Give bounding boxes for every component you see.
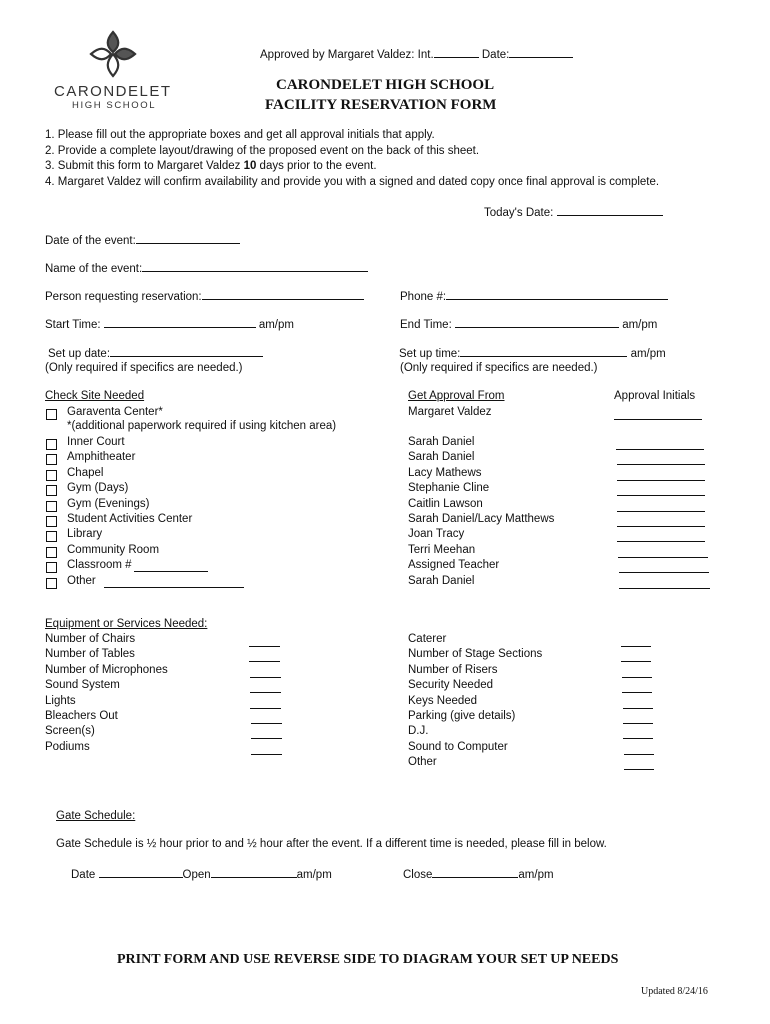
service-item: Other	[408, 756, 437, 768]
kitchen-footnote: *(additional paperwork required if using kitchen area)	[67, 420, 337, 432]
approval-from-heading: Get Approval From	[408, 390, 505, 402]
phone-field[interactable]	[446, 289, 668, 300]
equipment-item: Lights	[45, 695, 76, 707]
gate-date-field[interactable]	[99, 867, 183, 878]
site-label: Gym (Evenings)	[67, 498, 150, 510]
site-approver: Sarah Daniel	[408, 451, 475, 463]
equipment-qty-field[interactable]	[250, 676, 281, 678]
approval-initials-field[interactable]	[617, 540, 705, 542]
site-label: Gym (Days)	[67, 482, 129, 494]
site-checkbox[interactable]	[46, 409, 57, 420]
site-approver: Lacy Mathews	[408, 467, 482, 479]
print-note: PRINT FORM AND USE REVERSE SIDE TO DIAGRAM YOUR SET UP NEEDS	[117, 952, 619, 967]
equipment-qty-field[interactable]	[249, 645, 280, 647]
service-qty-field[interactable]	[621, 645, 651, 647]
updated-date: Updated 8/24/16	[641, 986, 708, 997]
logo-sub: HIGH SCHOOL	[72, 100, 157, 111]
gate-heading: Gate Schedule:	[56, 810, 136, 822]
approval-date-label: Date:	[481, 49, 510, 61]
site-checkbox[interactable]	[46, 547, 57, 558]
site-checkbox[interactable]	[46, 470, 57, 481]
cross-logo-icon	[48, 28, 178, 80]
equipment-qty-field[interactable]	[251, 722, 282, 724]
site-checkbox[interactable]	[46, 501, 57, 512]
site-label: Inner Court	[67, 436, 125, 448]
approval-initials-field[interactable]	[616, 448, 704, 450]
setup-time-row	[399, 346, 666, 360]
service-item: Caterer	[408, 633, 447, 645]
instruction-3-days: 10	[243, 160, 257, 172]
instruction-1: 1. Please fill out the appropriate boxes and get all approval initials that apply.	[45, 129, 435, 141]
site-approver: Stephanie Cline	[408, 482, 490, 494]
gate-open-ampm: am/pm	[296, 869, 332, 881]
event-date-field[interactable]	[136, 233, 240, 244]
phone-row	[400, 289, 668, 303]
equipment-qty-field[interactable]	[251, 737, 282, 739]
todays-date-row	[484, 205, 663, 219]
gate-close-ampm: am/pm	[518, 869, 554, 881]
end-time-field[interactable]	[455, 317, 619, 328]
approval-initials-field[interactable]	[619, 571, 709, 573]
event-date-label: Date of the event:	[45, 235, 136, 247]
setup-date-label: Set up date:	[48, 348, 111, 360]
approval-initials-field[interactable]	[619, 587, 710, 589]
site-label: Student Activities Center	[67, 513, 193, 525]
instruction-3	[45, 160, 377, 172]
site-detail-field[interactable]	[134, 570, 208, 572]
end-time-label: End Time:	[400, 319, 452, 331]
site-checkbox[interactable]	[46, 454, 57, 465]
event-name-field[interactable]	[142, 261, 368, 272]
approval-line	[260, 47, 573, 61]
equipment-qty-field[interactable]	[251, 753, 282, 755]
site-approver: Terri Meehan	[408, 544, 476, 556]
setup-date-row	[48, 346, 263, 360]
person-field[interactable]	[202, 289, 364, 300]
site-approver: Joan Tracy	[408, 528, 465, 540]
instruction-3-end: days prior to the event.	[256, 160, 377, 172]
start-time-row	[45, 317, 294, 331]
service-item: Number of Risers	[408, 664, 498, 676]
service-qty-field[interactable]	[623, 722, 653, 724]
approval-initials-heading: Approval Initials	[614, 390, 696, 402]
setup-date-field[interactable]	[110, 346, 263, 357]
gate-close-row	[403, 867, 554, 881]
site-label: Classroom #	[67, 559, 132, 571]
phone-label: Phone #:	[400, 291, 447, 303]
equipment-item: Bleachers Out	[45, 710, 118, 722]
approval-initials-field[interactable]	[617, 479, 705, 481]
site-label: Other	[67, 575, 96, 587]
title-line-2: FACILITY RESERVATION FORM	[265, 97, 497, 113]
service-qty-field[interactable]	[623, 707, 653, 709]
site-approver: Sarah Daniel	[408, 436, 475, 448]
site-checkbox[interactable]	[46, 531, 57, 542]
service-qty-field[interactable]	[624, 753, 654, 755]
event-name-label: Name of the event:	[45, 263, 143, 275]
gate-close-label: Close	[403, 869, 433, 881]
school-logo	[48, 28, 178, 114]
instruction-3-text: 3. Submit this form to Margaret Valdez	[45, 160, 244, 172]
person-label: Person requesting reservation:	[45, 291, 202, 303]
site-detail-field[interactable]	[104, 586, 244, 588]
equipment-item: Sound System	[45, 679, 120, 691]
service-item: D.J.	[408, 725, 429, 737]
service-qty-field[interactable]	[623, 737, 653, 739]
service-item: Keys Needed	[408, 695, 478, 707]
setup-date-note: (Only required if specifics are needed.)	[45, 362, 243, 374]
gate-close-field[interactable]	[432, 867, 518, 878]
start-ampm: am/pm	[258, 319, 294, 331]
site-label: Garaventa Center*	[67, 406, 163, 418]
gate-open-label: Open	[182, 869, 211, 881]
site-checkbox[interactable]	[46, 516, 57, 527]
equipment-qty-field[interactable]	[250, 691, 281, 693]
gate-text: Gate Schedule is ½ hour prior to and ½ hour after the event. If a different time is needed, please fill in below.	[56, 838, 607, 850]
site-approver: Sarah Daniel/Lacy Matthews	[408, 513, 555, 525]
site-checkbox[interactable]	[46, 439, 57, 450]
site-approver: Caitlin Lawson	[408, 498, 483, 510]
instruction-2: 2. Provide a complete layout/drawing of the proposed event on the back of this sheet.	[45, 145, 480, 157]
start-time-label: Start Time:	[45, 319, 101, 331]
service-qty-field[interactable]	[621, 660, 651, 662]
event-name-row	[45, 261, 368, 275]
approval-initials-field[interactable]	[434, 47, 479, 58]
approval-date-field[interactable]	[509, 47, 573, 58]
start-time-field[interactable]	[104, 317, 256, 328]
todays-date-label: Today's Date:	[484, 207, 554, 219]
approval-initials-field[interactable]	[617, 525, 705, 527]
setup-time-field[interactable]	[460, 346, 627, 357]
service-qty-field[interactable]	[622, 691, 652, 693]
todays-date-field[interactable]	[557, 205, 663, 216]
equipment-heading: Equipment or Services Needed:	[45, 618, 208, 630]
service-item: Sound to Computer	[408, 741, 508, 753]
approval-initials-field[interactable]	[617, 463, 705, 465]
site-checkbox[interactable]	[46, 485, 57, 496]
gate-date-label: Date	[71, 869, 96, 881]
site-label: Chapel	[67, 467, 104, 479]
equipment-item: Number of Chairs	[45, 633, 136, 645]
service-item: Number of Stage Sections	[408, 648, 543, 660]
approval-label: Approved by Margaret Valdez: Int.	[260, 49, 434, 61]
approval-initials-field[interactable]	[614, 418, 702, 420]
check-site-heading: Check Site Needed	[45, 390, 145, 402]
logo-name: CARONDELET	[54, 83, 172, 100]
gate-open-field[interactable]	[211, 867, 297, 878]
site-checkbox[interactable]	[46, 578, 57, 589]
service-item: Security Needed	[408, 679, 494, 691]
service-qty-field[interactable]	[624, 768, 654, 770]
end-time-row	[400, 317, 657, 331]
service-item: Parking (give details)	[408, 710, 516, 722]
equipment-item: Number of Microphones	[45, 664, 168, 676]
approval-initials-field[interactable]	[618, 556, 708, 558]
site-approver: Margaret Valdez	[408, 406, 492, 418]
instruction-4: 4. Margaret Valdez will confirm availability and provide you with a signed and dated copy once final approval is complete.	[45, 176, 660, 188]
equipment-item: Screen(s)	[45, 725, 95, 737]
site-label: Amphitheater	[67, 451, 136, 463]
site-label: Community Room	[67, 544, 160, 556]
gate-date-row	[71, 867, 332, 881]
approval-initials-field[interactable]	[617, 494, 705, 496]
equipment-qty-field[interactable]	[250, 707, 281, 709]
site-approver: Sarah Daniel	[408, 575, 475, 587]
equipment-item: Number of Tables	[45, 648, 135, 660]
service-qty-field[interactable]	[622, 676, 652, 678]
event-date-row	[45, 233, 240, 247]
end-ampm: am/pm	[622, 319, 658, 331]
title-line-1: CARONDELET HIGH SCHOOL	[276, 77, 495, 93]
setup-ampm: am/pm	[630, 348, 666, 360]
site-approver: Assigned Teacher	[408, 559, 500, 571]
site-label: Library	[67, 528, 103, 540]
setup-time-label: Set up time:	[399, 348, 461, 360]
site-checkbox[interactable]	[46, 562, 57, 573]
equipment-qty-field[interactable]	[249, 660, 280, 662]
setup-time-note: (Only required if specifics are needed.)	[400, 362, 598, 374]
person-row	[45, 289, 364, 303]
equipment-item: Podiums	[45, 741, 90, 753]
approval-initials-field[interactable]	[617, 510, 705, 512]
